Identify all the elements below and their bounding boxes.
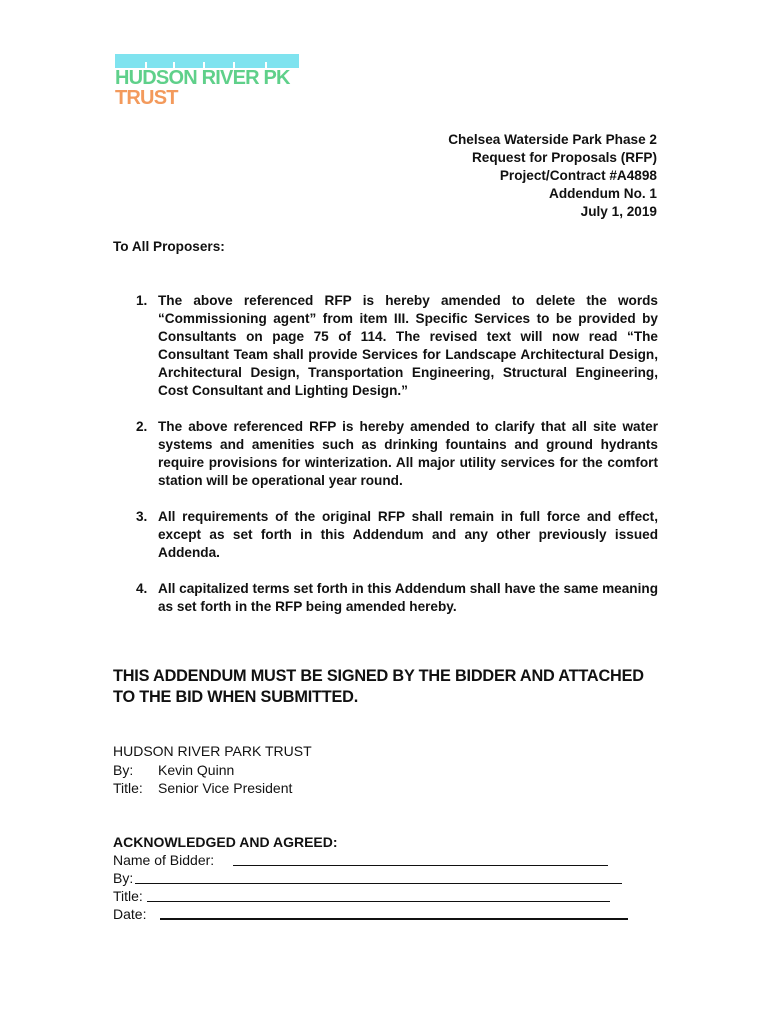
bidder-title-field[interactable] xyxy=(147,901,610,902)
issuer-signature-block xyxy=(113,742,312,798)
list-item xyxy=(113,580,658,616)
hudson-river-park-trust-logo xyxy=(115,54,299,110)
document-header xyxy=(448,131,657,221)
item-text: The above referenced RFP is hereby amended to delete the words “Commissioning agent” from item III. Specific Services to be provided by Consultants on page 75 of 114. The revised text will now read “The Consultant Team shall provide Services for Landscape Architectural Design, Architectural Design, Transportation Engineering, Structural Engineering, Cost Consultant and Lighting Design.” xyxy=(158,293,658,398)
name-of-bidder-field[interactable] xyxy=(233,865,608,866)
bidder-date-label: Date: xyxy=(113,906,147,922)
salutation: To All Proposers: xyxy=(113,239,225,254)
list-item xyxy=(113,508,658,562)
logo-color-bar xyxy=(115,54,299,68)
list-item xyxy=(113,418,658,490)
bidder-date-field[interactable] xyxy=(160,918,628,920)
item-number: 4. xyxy=(136,581,148,596)
logo-text-line1: HUDSON RIVER PK xyxy=(115,67,290,89)
acknowledgement-block xyxy=(113,833,338,923)
addendum-items xyxy=(113,292,658,634)
name-of-bidder-row xyxy=(113,851,338,869)
issuer-title-row xyxy=(113,779,312,798)
issuer-by-row xyxy=(113,761,312,780)
item-number: 2. xyxy=(136,419,148,434)
list-item xyxy=(113,292,658,400)
signature-notice: THIS ADDENDUM MUST BE SIGNED BY THE BIDDER AND ATTACHED TO THE BID WHEN SUBMITTED. xyxy=(113,667,644,706)
item-number: 3. xyxy=(136,509,148,524)
item-text: All requirements of the original RFP shall remain in full force and effect, except as set forth in this Addendum and any other previously issued Addenda. xyxy=(158,509,658,560)
item-number: 1. xyxy=(136,293,148,308)
item-text: The above referenced RFP is hereby amended to clarify that all site water systems and amenities such as drinking fountains and ground hydrants require provisions for winterization. All major utility services for the comfort station will be operational year round. xyxy=(158,419,658,488)
item-text: All capitalized terms set forth in this Addendum shall have the same meaning as set forth in the RFP being amended hereby. xyxy=(158,581,658,614)
addendum-number: Addendum No. 1 xyxy=(549,186,657,201)
name-of-bidder-label: Name of Bidder: xyxy=(113,852,215,868)
contract-number: Project/Contract #A4898 xyxy=(499,168,657,183)
acknowledgement-heading: ACKNOWLEDGED AND AGREED: xyxy=(113,834,338,850)
document-type: Request for Proposals (RFP) xyxy=(471,150,657,165)
logo-text-line2: TRUST xyxy=(115,87,178,109)
signer-title: Senior Vice President xyxy=(158,780,293,796)
bidder-title-label: Title: xyxy=(113,888,143,904)
bidder-date-row xyxy=(113,905,338,923)
by-label: By: xyxy=(113,761,134,778)
bidder-by-row xyxy=(113,869,338,887)
bidder-by-label: By: xyxy=(113,870,134,886)
bidder-title-row xyxy=(113,887,338,905)
document-date: July 1, 2019 xyxy=(580,204,657,219)
bidder-by-field[interactable] xyxy=(135,883,622,884)
title-label: Title: xyxy=(113,780,143,796)
project-name: Chelsea Waterside Park Phase 2 xyxy=(448,132,657,147)
signer-name: Kevin Quinn xyxy=(158,761,235,778)
issuer-organization: HUDSON RIVER PARK TRUST xyxy=(113,743,312,759)
